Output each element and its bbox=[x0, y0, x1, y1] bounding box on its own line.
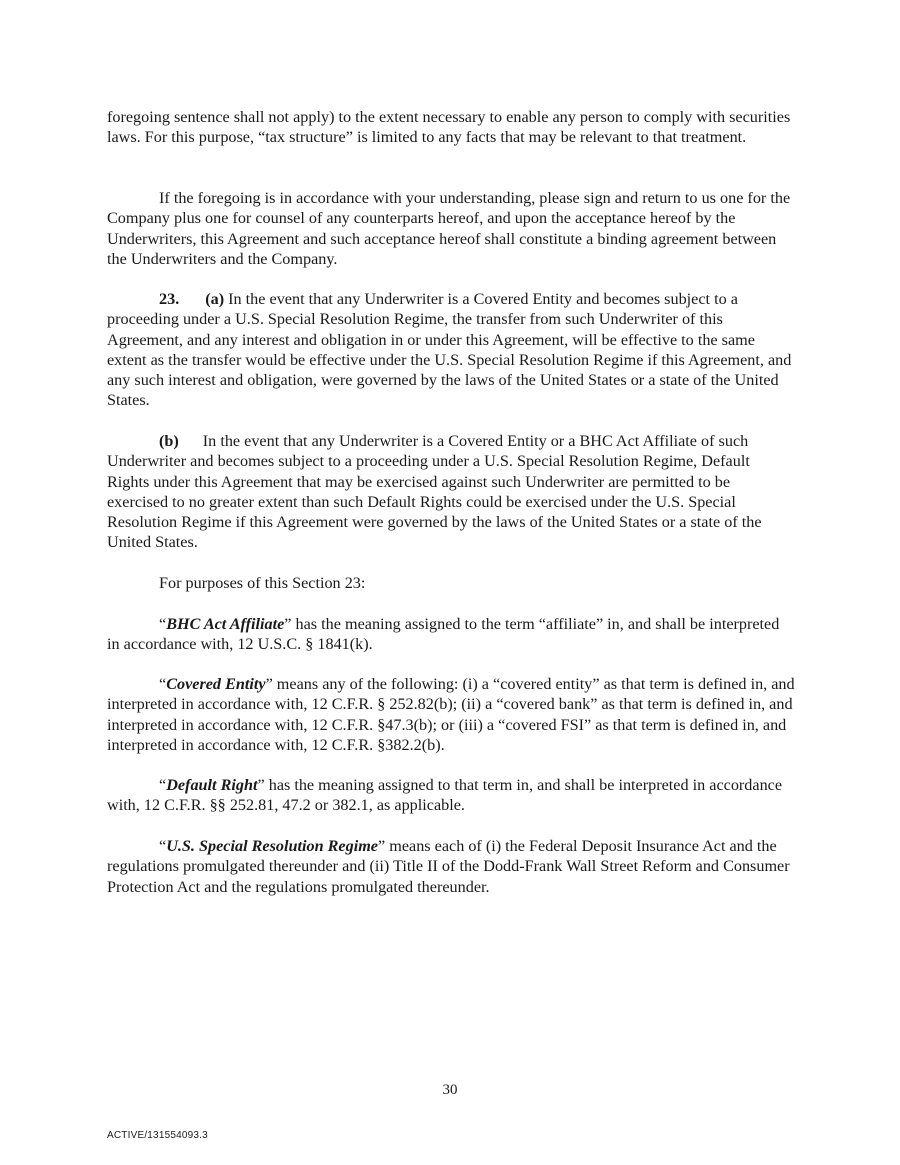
definition-text: means each of (i) the Federal Deposit Insurance Act and the regulations promulgated thereunder and (ii) Title II of the Dodd-Frank Wall Street Reform and Consumer Protection Act and the regulations promulgated thereunder. bbox=[107, 837, 790, 896]
defined-term: U.S. Special Resolution Regime bbox=[166, 837, 378, 855]
purposes-paragraph: For purposes of this Section 23: bbox=[159, 574, 366, 592]
open-quote: “ bbox=[159, 776, 167, 794]
definition-text: means any of the following: (i) a “covered entity” as that term is defined in, and interpreted in accordance with, 12 C.F.R. § 252.82(b); (ii) a “covered bank” as that term is defined in, and interpreted in accordance with, 12 C.F.R. §47.3(b); or (iii) a “covered FSI” as that term is defined in, and interpreted in accordance with, 12 C.F.R. §382.2(b). bbox=[107, 675, 795, 754]
open-quote: “ bbox=[159, 675, 167, 693]
definition-paragraph bbox=[107, 836, 795, 897]
defined-term: Covered Entity bbox=[166, 675, 266, 693]
section-23b-paragraph bbox=[107, 431, 795, 553]
close-quote: ” bbox=[265, 675, 273, 693]
definition-paragraph bbox=[107, 614, 795, 655]
page-number: 30 bbox=[442, 1082, 458, 1098]
document-id: ACTIVE/131554093.3 bbox=[107, 1130, 208, 1141]
closing-paragraph: If the foregoing is in accordance with your understanding, please sign and return to us one for the Company plus one for counsel of any counterparts hereof, and upon the acceptance hereof by the Underwriters, this Agreement and such acceptance hereof shall constitute a binding agreement between the Underwriters and the Company. bbox=[107, 189, 791, 268]
definition-paragraph bbox=[107, 775, 795, 816]
close-quote: ” bbox=[257, 776, 265, 794]
definition-text: has the meaning assigned to the term “affiliate” in, and shall be interpreted in accordance with, 12 U.S.C. § 1841(k). bbox=[107, 615, 780, 654]
clause-a-label: (a) bbox=[205, 290, 225, 308]
open-quote: “ bbox=[159, 615, 167, 633]
continuation-paragraph: foregoing sentence shall not apply) to the extent necessary to enable any person to comply with securities laws. For this purpose, “tax structure” is limited to any facts that may be relevant to that treatment. bbox=[107, 108, 791, 147]
clause-a-text: In the event that any Underwriter is a Covered Entity and becomes subject to a proceeding under a U.S. Special Resolution Regime, the transfer from such Underwriter of this Agreement, and any interest and obligation in or under this Agreement, will be effective to the same extent as the transfer would be effective under the U.S. Special Resolution Regime if this Agreement, and any such interest and obligation, were governed by the laws of the United States or a state of the United States. bbox=[107, 290, 792, 410]
section-23a-paragraph bbox=[107, 289, 795, 411]
definition-paragraph bbox=[107, 674, 795, 755]
definition-text: has the meaning assigned to that term in, and shall be interpreted in accordance with, 12 C.F.R. §§ 252.81, 47.2 or 382.1, as applicable. bbox=[107, 776, 783, 815]
clause-b-text: In the event that any Underwriter is a Covered Entity or a BHC Act Affiliate of such Underwriter and becomes subject to a proceeding under a U.S. Special Resolution Regime, Default Rights under this Agreement that may be exercised against such Underwriter are permitted to be exercised to no greater extent than such Default Rights could be exercised under the U.S. Special Resolution Regime if this Agreement were governed by the laws of the United States or a state of the United States. bbox=[107, 432, 762, 552]
clause-b-label: (b) bbox=[159, 432, 179, 450]
close-quote: ” bbox=[378, 837, 386, 855]
defined-term: Default Right bbox=[166, 776, 258, 794]
open-quote: “ bbox=[159, 837, 167, 855]
defined-term: BHC Act Affiliate bbox=[166, 615, 285, 633]
close-quote: ” bbox=[284, 615, 292, 633]
section-number: 23. bbox=[159, 290, 180, 308]
